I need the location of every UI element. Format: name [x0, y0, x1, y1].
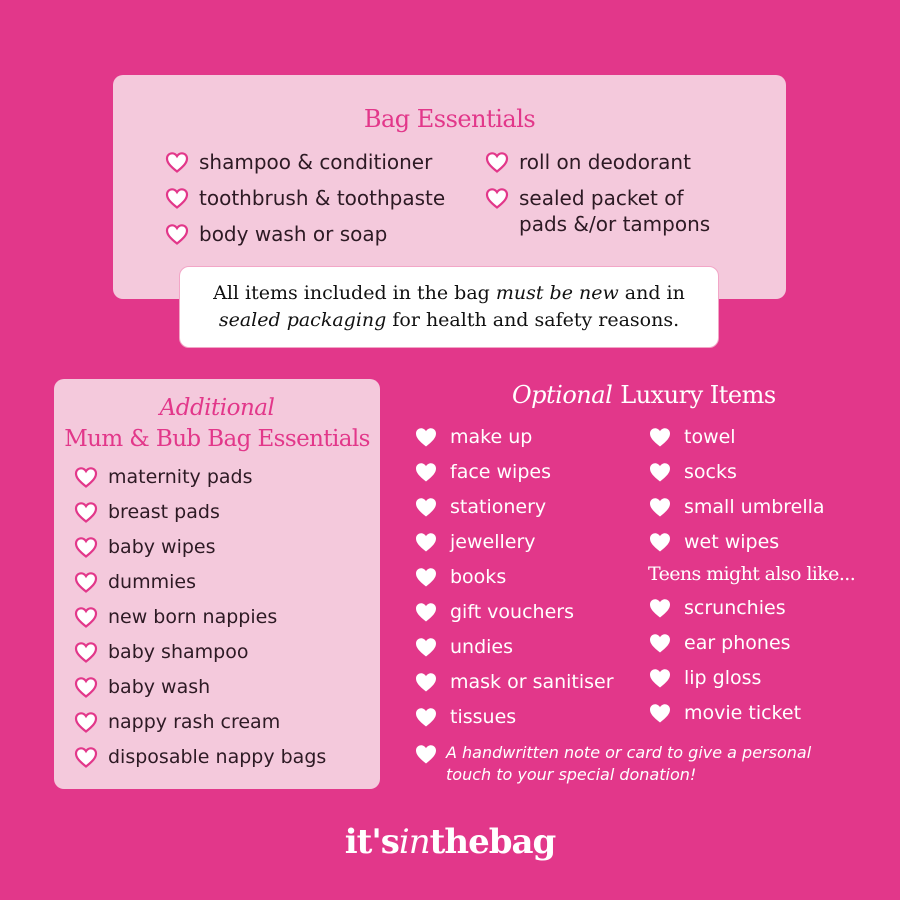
list-item	[648, 595, 855, 621]
heart-icon	[414, 460, 438, 484]
list-item	[165, 185, 445, 211]
list-item	[414, 564, 614, 590]
list-item	[74, 569, 326, 595]
heart-icon	[648, 701, 672, 725]
list-item	[648, 459, 855, 485]
list-item-label: maternity pads	[108, 466, 253, 488]
optional-right-list	[648, 424, 855, 555]
heart-icon	[648, 666, 672, 690]
list-item	[74, 464, 326, 490]
heart-icon	[414, 495, 438, 519]
list-item-label: mask or sanitiser	[450, 671, 614, 693]
list-item-label: roll on deodorant	[519, 150, 691, 174]
list-item-label: dummies	[108, 571, 196, 593]
list-item-label: books	[450, 566, 507, 588]
bag-essentials-right-list	[485, 149, 729, 247]
teens-heading: Teens might also like...	[648, 563, 856, 585]
list-item-label: sealed packet of pads &/or tampons	[519, 186, 711, 236]
logo-part-3: thebag	[429, 822, 556, 862]
heart-icon	[414, 705, 438, 729]
list-item	[74, 674, 326, 700]
list-item-label: gift vouchers	[450, 601, 574, 623]
additional-subtitle: Mum & Bub Bag Essentials	[64, 426, 370, 452]
bag-essentials-left-list	[165, 149, 445, 257]
heart-icon	[648, 530, 672, 554]
list-item	[165, 221, 445, 247]
heart-outline-icon	[485, 150, 509, 174]
additional-essentials-card	[54, 379, 380, 789]
heart-outline-icon	[74, 605, 98, 629]
heart-icon	[648, 631, 672, 655]
list-item	[648, 630, 855, 656]
list-item	[74, 534, 326, 560]
heart-icon	[414, 600, 438, 624]
list-item	[414, 634, 614, 660]
list-item	[485, 185, 729, 237]
list-item	[414, 529, 614, 555]
list-item	[648, 424, 855, 450]
notice-text-2: and in	[618, 282, 685, 304]
list-item-label: baby wash	[108, 676, 211, 698]
list-item	[648, 665, 855, 691]
list-item-label: tissues	[450, 706, 517, 728]
heart-outline-icon	[74, 710, 98, 734]
list-item-label: lip gloss	[684, 667, 762, 689]
list-item-label: disposable nappy bags	[108, 746, 327, 768]
list-item	[485, 149, 729, 175]
list-item	[414, 424, 614, 450]
teens-list	[648, 595, 855, 726]
heart-outline-icon	[165, 186, 189, 210]
heart-icon	[414, 530, 438, 554]
list-item-label: small umbrella	[684, 496, 825, 518]
heart-outline-icon	[74, 570, 98, 594]
list-item-label: shampoo & conditioner	[199, 150, 433, 174]
list-item-label: new born nappies	[108, 606, 278, 628]
list-item-label: baby shampoo	[108, 641, 249, 663]
optional-left-list	[414, 424, 614, 739]
additional-title: Additional	[159, 395, 275, 421]
list-item	[74, 709, 326, 735]
list-item	[414, 459, 614, 485]
handwritten-note-item	[414, 742, 854, 786]
notice-text-1: All items included in the bag	[213, 282, 496, 304]
heart-outline-icon	[74, 535, 98, 559]
list-item-label: undies	[450, 636, 514, 658]
heart-icon	[648, 460, 672, 484]
list-item-label: body wash or soap	[199, 222, 388, 246]
heart-outline-icon	[74, 500, 98, 524]
list-item-label: breast pads	[108, 501, 220, 523]
heart-outline-icon	[165, 150, 189, 174]
list-item-label: stationery	[450, 496, 547, 518]
heart-outline-icon	[74, 745, 98, 769]
heart-icon	[414, 742, 438, 766]
list-item-label: nappy rash cream	[108, 711, 281, 733]
list-item	[74, 499, 326, 525]
heart-outline-icon	[74, 465, 98, 489]
list-item	[165, 149, 445, 175]
list-item	[648, 494, 855, 520]
heart-icon	[648, 596, 672, 620]
logo-part-2: in	[398, 822, 430, 862]
list-item	[414, 669, 614, 695]
list-item	[74, 744, 326, 770]
list-item-label: face wipes	[450, 461, 551, 483]
list-item-label: toothbrush & toothpaste	[199, 186, 446, 210]
brand-logo	[0, 822, 900, 862]
optional-title-rest: Luxury Items	[620, 381, 776, 409]
list-item	[414, 704, 614, 730]
health-safety-notice	[179, 266, 719, 348]
additional-list	[74, 464, 326, 779]
heart-outline-icon	[485, 186, 509, 210]
list-item-label: towel	[684, 426, 736, 448]
list-item-label: jewellery	[450, 531, 536, 553]
heart-outline-icon	[165, 222, 189, 246]
heart-icon	[414, 670, 438, 694]
notice-text-3: for health and safety reasons.	[386, 309, 680, 331]
bag-essentials-title: Bag Essentials	[363, 105, 536, 133]
optional-luxury-title	[512, 381, 776, 409]
logo-part-1: it's	[344, 822, 399, 862]
heart-icon	[414, 425, 438, 449]
heart-outline-icon	[74, 675, 98, 699]
list-item-label: make up	[450, 426, 533, 448]
list-item-label: movie ticket	[684, 702, 802, 724]
optional-title-emphasis: Optional	[512, 381, 613, 409]
list-item	[648, 529, 855, 555]
list-item	[74, 639, 326, 665]
list-item-label: ear phones	[684, 632, 791, 654]
list-item	[414, 494, 614, 520]
optional-right-column	[648, 424, 855, 735]
list-item	[74, 604, 326, 630]
heart-icon	[648, 425, 672, 449]
list-item-label: socks	[684, 461, 737, 483]
heart-icon	[414, 635, 438, 659]
list-item-label: baby wipes	[108, 536, 216, 558]
heart-icon	[648, 495, 672, 519]
list-item	[648, 700, 855, 726]
notice-emphasis-sealed: sealed packaging	[218, 309, 387, 331]
list-item	[414, 599, 614, 625]
heart-icon	[414, 565, 438, 589]
note-text: A handwritten note or card to give a personal touch to your special donation!	[446, 743, 812, 784]
notice-emphasis-new: must be new	[495, 282, 619, 304]
list-item-label: wet wipes	[684, 531, 780, 553]
list-item-label: scrunchies	[684, 597, 786, 619]
heart-outline-icon	[74, 640, 98, 664]
